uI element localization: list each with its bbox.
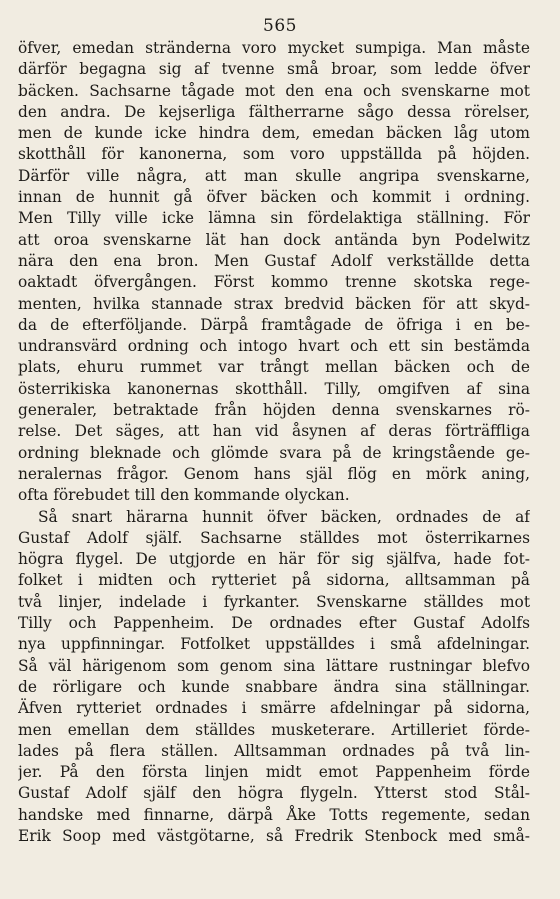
body-text	[18, 38, 530, 847]
text-line: Men Tilly ville icke lämna sin fördelaktiga ställning. För	[18, 209, 530, 228]
text-line: oaktadt öfvergången. Först kommo trenne skotska rege-	[18, 273, 530, 292]
text-line: generaler, betraktade från höjden denna svenskarnes rö-	[18, 401, 530, 420]
text-line: högra flygel. De utgjorde en här för sig själfva, hade fot-	[18, 550, 530, 569]
text-line: två linjer, indelade i fyrkanter. Svenskarne ställdes mot	[18, 592, 530, 611]
text-line: Gustaf Adolf själf. Sachsarne ställdes mot österrikarnes	[18, 528, 530, 547]
text-line: skotthåll för kanonerna, som voro uppställda på höjden.	[18, 145, 530, 164]
text-line: Därför ville några, att man skulle angripa svenskarne,	[18, 166, 530, 185]
text-line: nya uppfinningar. Fotfolket uppställdes i små afdelningar.	[18, 635, 530, 654]
text-line: de rörligare och kunde snabbare ändra sina ställningar.	[18, 677, 530, 696]
text-line: Tilly och Pappenheim. De ordnades efter Gustaf Adolfs	[18, 614, 530, 633]
text-line: den andra. De kejserliga fältherrarne sågo dessa rörelser,	[18, 102, 530, 121]
text-line: bäcken. Sachsarne tågade mot den ena och svenskarne mot	[18, 81, 530, 100]
text-line: Så väl härigenom som genom sina lättare rustningar blefvo	[18, 656, 530, 675]
text-line: men emellan dem ställdes musketerare. Artilleriet förde-	[18, 720, 530, 739]
text-line: jer. På den första linjen midt emot Pappenheim förde	[18, 763, 530, 782]
paragraph-start-line: Så snart härarna hunnit öfver bäcken, ordnades de af	[38, 507, 530, 526]
text-line: menten, hvilka stannade strax bredvid bäcken för att skyd-	[18, 294, 530, 313]
text-line: men de kunde icke hindra dem, emedan bäcken låg utom	[18, 124, 530, 143]
text-line: undransvärd ordning och intogo hvart och ett sin bestämda	[18, 337, 530, 356]
text-line: att oroa svenskarne lät han dock antända byn Podelwitz	[18, 230, 530, 249]
paragraph-end-line: ofta förebudet till den kommande olyckan.	[18, 486, 350, 505]
page-number: 565	[263, 16, 297, 36]
text-line: öfver, emedan stränderna voro mycket sumpiga. Man måste	[18, 39, 530, 57]
text-line: relse. Det säges, att han vid åsynen af deras förträffliga	[18, 422, 530, 441]
text-line: neralernas frågor. Genom hans själ flög en mörk aning,	[18, 464, 530, 483]
text-line: innan de hunnit gå öfver bäcken och kommit i ordning.	[18, 188, 530, 207]
text-line: Gustaf Adolf själf den högra flygeln. Ytterst stod Stål-	[18, 784, 530, 803]
text-line: Äfven rytteriet ordnades i smärre afdelningar på sidorna,	[18, 699, 530, 718]
text-line: nära den ena bron. Men Gustaf Adolf verkställde detta	[18, 251, 530, 270]
text-line: folket i midten och rytteriet på sidorna, alltsamman på	[18, 571, 530, 590]
text-line: da de efterföljande. Därpå framtågade de öfriga i en be-	[18, 315, 530, 334]
text-line: plats, ehuru rummet var trångt mellan bäcken och de	[18, 358, 530, 377]
text-line: Erik Soop med västgötarne, så Fredrik Stenbock med små-	[18, 826, 530, 845]
text-line: därför begagna sig af tvenne små broar, som ledde öfver	[18, 60, 530, 79]
text-line: ordning bleknade och glömde svara på de kringstående ge-	[18, 443, 530, 462]
text-line: lades på flera ställen. Alltsamman ordnades på två lin-	[18, 741, 530, 760]
text-line: österrikiska kanonernas skotthåll. Tilly, omgifven af sina	[18, 379, 530, 398]
text-line: handske med finnarne, därpå Åke Totts regemente, sedan	[18, 805, 530, 824]
